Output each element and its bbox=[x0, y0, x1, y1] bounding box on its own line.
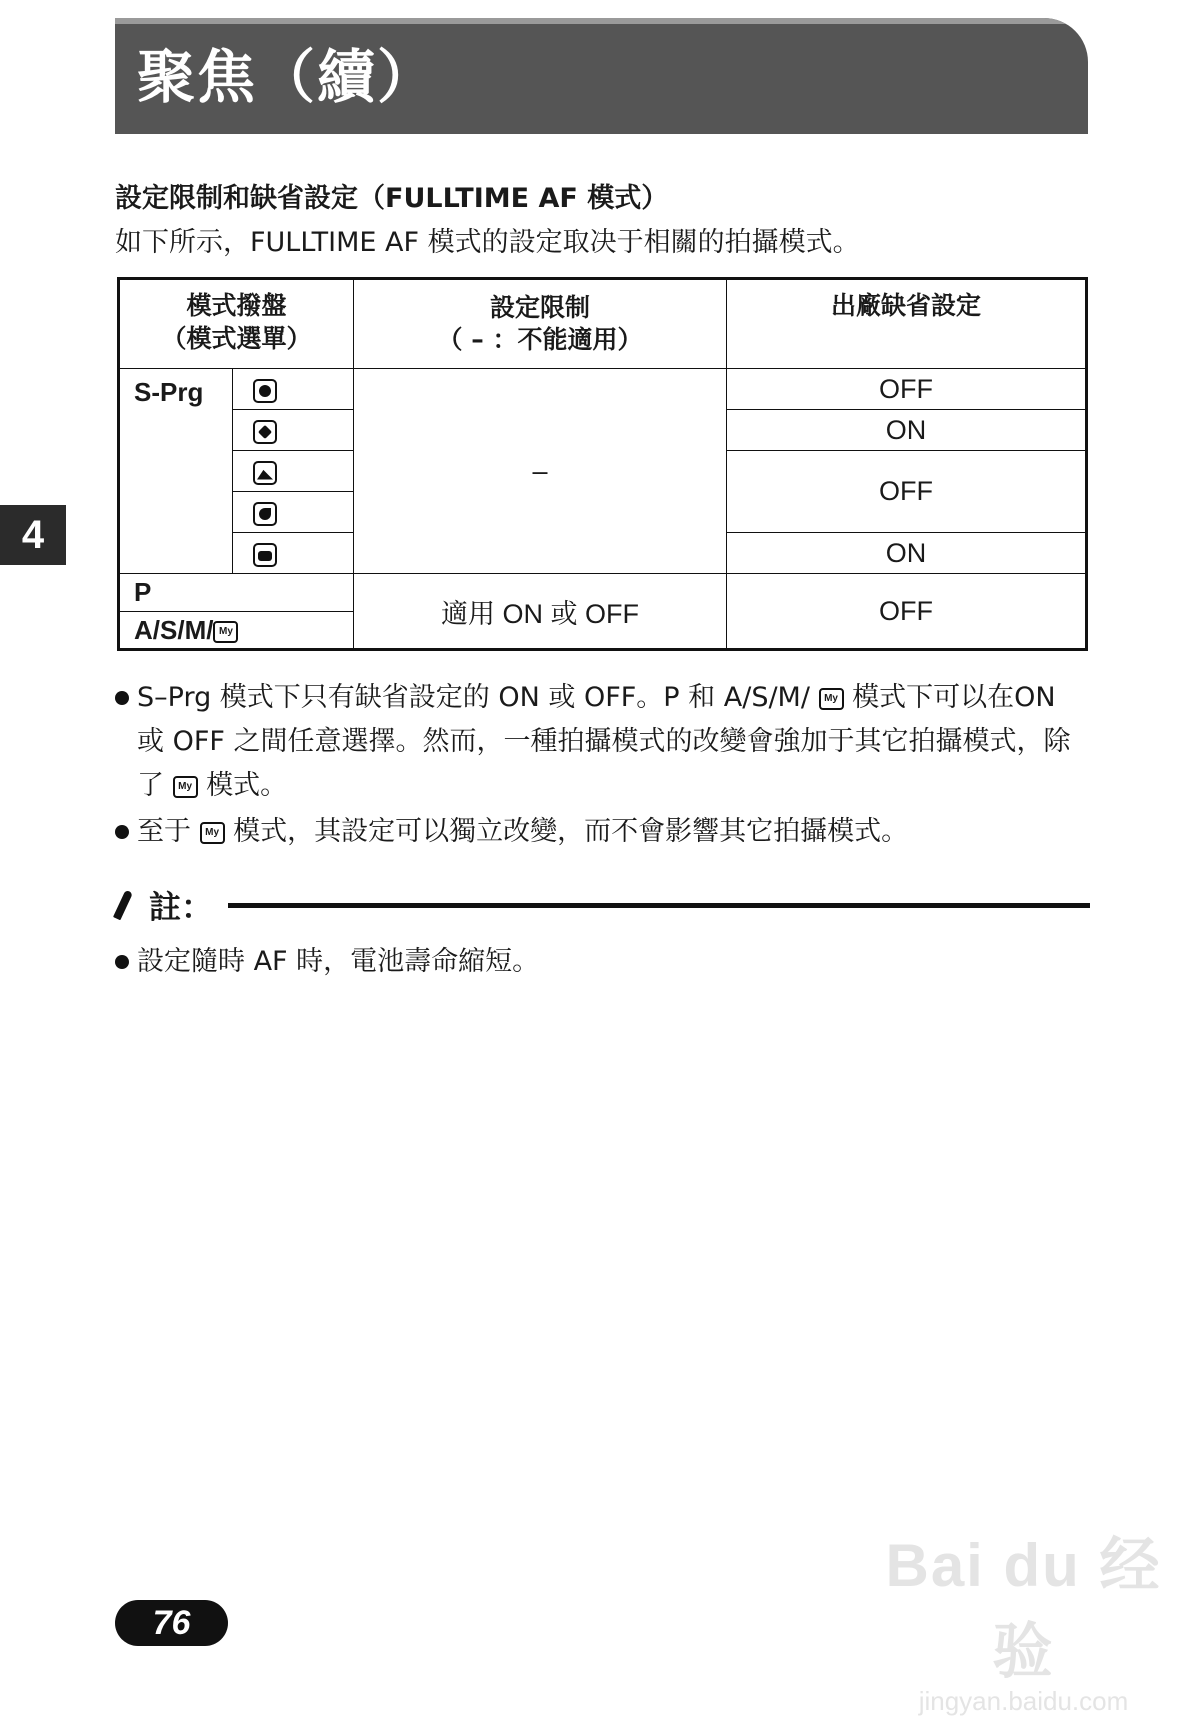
page-number: 76 bbox=[115, 1600, 228, 1646]
chapter-tab: 4 bbox=[0, 505, 66, 565]
page-title: 聚焦（續） bbox=[137, 43, 438, 111]
note-title: 註： bbox=[149, 888, 214, 926]
bullet-icon bbox=[115, 955, 129, 969]
my-mode-icon: My bbox=[819, 688, 844, 710]
bullet-icon bbox=[115, 825, 129, 839]
bullet-list bbox=[115, 676, 1090, 856]
sport-icon bbox=[253, 420, 277, 444]
bullet-icon bbox=[115, 691, 129, 705]
section-subheading: 設定限制和缺省設定（FULLTIME AF 模式） bbox=[115, 183, 669, 214]
list-item: S–Prg 模式下只有缺省設定的 ON 或 OFF。P 和 A/S/M/ My 模式下可以在ON 或 OFF 之間任意選擇。然而，一種拍攝模式的改變會強加于其它拍攝模式，除了 My 模式。 bbox=[115, 676, 1090, 808]
table-row bbox=[119, 369, 1087, 410]
mode-label-p: P bbox=[119, 574, 354, 612]
my-mode-icon: My bbox=[173, 776, 198, 798]
page-header bbox=[115, 18, 1088, 134]
default-sport: ON bbox=[727, 410, 1087, 451]
column-header-default: 出廠缺省設定 bbox=[727, 279, 1087, 369]
mode-label-sprg: S-Prg bbox=[119, 369, 233, 574]
note-heading bbox=[115, 882, 1090, 926]
default-portrait: OFF bbox=[727, 369, 1087, 410]
section-intro: 如下所示，FULLTIME AF 模式的設定取决于相關的拍攝模式。 bbox=[115, 227, 860, 258]
list-item: 至于 My 模式，其設定可以獨立改變，而不會影響其它拍攝模式。 bbox=[115, 810, 1090, 854]
note-divider bbox=[228, 903, 1090, 908]
landscape-icon bbox=[253, 461, 277, 485]
default-movie: ON bbox=[727, 533, 1087, 574]
watermark: Bai du 经验 jingyan.baidu.com bbox=[885, 1532, 1162, 1716]
column-header-mode-dial: 模式撥盤 （模式選單） bbox=[119, 279, 354, 369]
column-header-restriction: 設定限制 （ – ：不能適用） bbox=[354, 279, 727, 369]
settings-table bbox=[117, 277, 1088, 651]
table-row bbox=[119, 574, 1087, 612]
default-pasm: OFF bbox=[727, 574, 1087, 650]
my-mode-icon: My bbox=[213, 621, 238, 643]
list-item: 設定隨時 AF 時，電池壽命縮短。 bbox=[115, 940, 539, 984]
movie-icon bbox=[253, 543, 277, 567]
portrait-icon bbox=[253, 379, 277, 403]
restriction-pasm: 適用 ON 或 OFF bbox=[354, 574, 727, 650]
note-body bbox=[115, 940, 539, 986]
default-landscape-night: OFF bbox=[727, 451, 1087, 533]
night-scene-icon bbox=[253, 502, 277, 526]
restriction-sprg: – bbox=[354, 369, 727, 574]
table-header-row bbox=[119, 279, 1087, 369]
mode-label-asm: A/S/M/ My bbox=[119, 612, 354, 650]
my-mode-icon: My bbox=[200, 822, 225, 844]
pen-icon bbox=[113, 890, 133, 921]
